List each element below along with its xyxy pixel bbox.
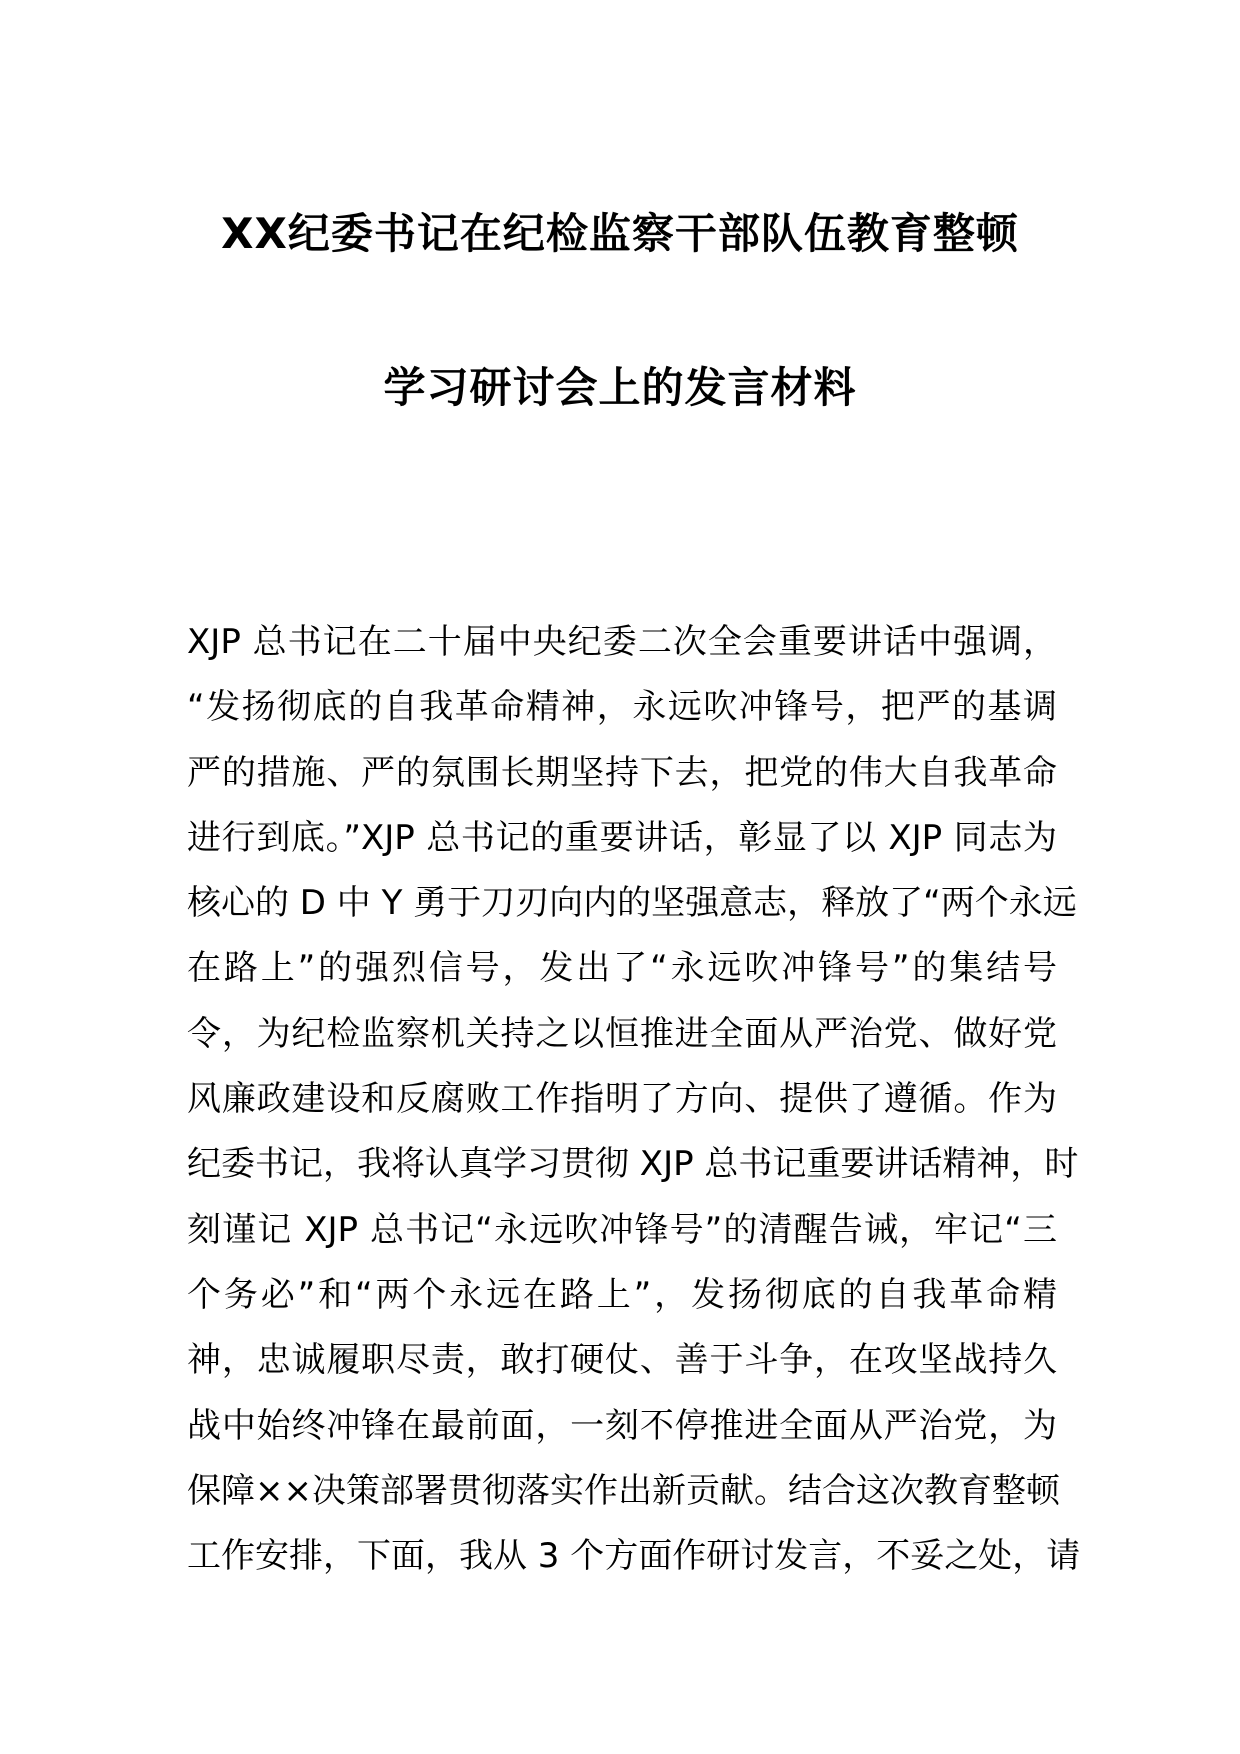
body-line: 战中始终冲锋在最前面，一刻不停推进全面从严治党，为: [187, 1405, 1057, 1446]
document-body: [187, 610, 1081, 1589]
body-line: 令，为纪检监察机关持之以恒推进全面从严治党、做好党: [187, 1013, 1057, 1054]
body-line: XJP 总书记在二十届中央纪委二次全会重要讲话中强调，: [187, 622, 1057, 662]
body-line: 刻谨记 XJP 总书记“永远吹冲锋号”的清醒告诫，牢记“三: [187, 1209, 1057, 1250]
body-line: 核心的 D 中 Y 勇于刀刃向内的坚强意志，释放了“两个永远: [187, 883, 1077, 924]
body-line: 进行到底。”XJP 总书记的重要讲话，彰显了以 XJP 同志为: [187, 817, 1057, 858]
body-line: 个务必”和“两个永远在路上”，发扬彻底的自我革命精: [187, 1274, 1057, 1315]
document-title-line-1: XX纪委书记在纪检监察干部队伍教育整顿: [221, 209, 1019, 258]
body-line: 严的措施、严的氛围长期坚持下去，把党的伟大自我革命: [187, 752, 1057, 793]
body-line: 神，忠诚履职尽责，敢打硬仗、善于斗争，在攻坚战持久: [187, 1340, 1057, 1381]
body-line: 保障××决策部署贯彻落实作出新贡献。结合这次教育整顿: [187, 1470, 1060, 1511]
body-line: 风廉政建设和反腐败工作指明了方向、提供了遵循。作为: [187, 1079, 1057, 1120]
document-title-line-2: 学习研讨会上的发言材料: [383, 363, 857, 412]
body-line: 工作安排，下面，我从 3 个方面作研讨发言，不妥之处，请: [187, 1536, 1081, 1577]
body-line: 纪委书记，我将认真学习贯彻 XJP 总书记重要讲话精神，时: [187, 1144, 1079, 1185]
body-line: 在路上”的强烈信号，发出了“永远吹冲锋号”的集结号: [187, 948, 1057, 989]
body-line: “发扬彻底的自我革命精神，永远吹冲锋号，把严的基调: [187, 687, 1057, 728]
